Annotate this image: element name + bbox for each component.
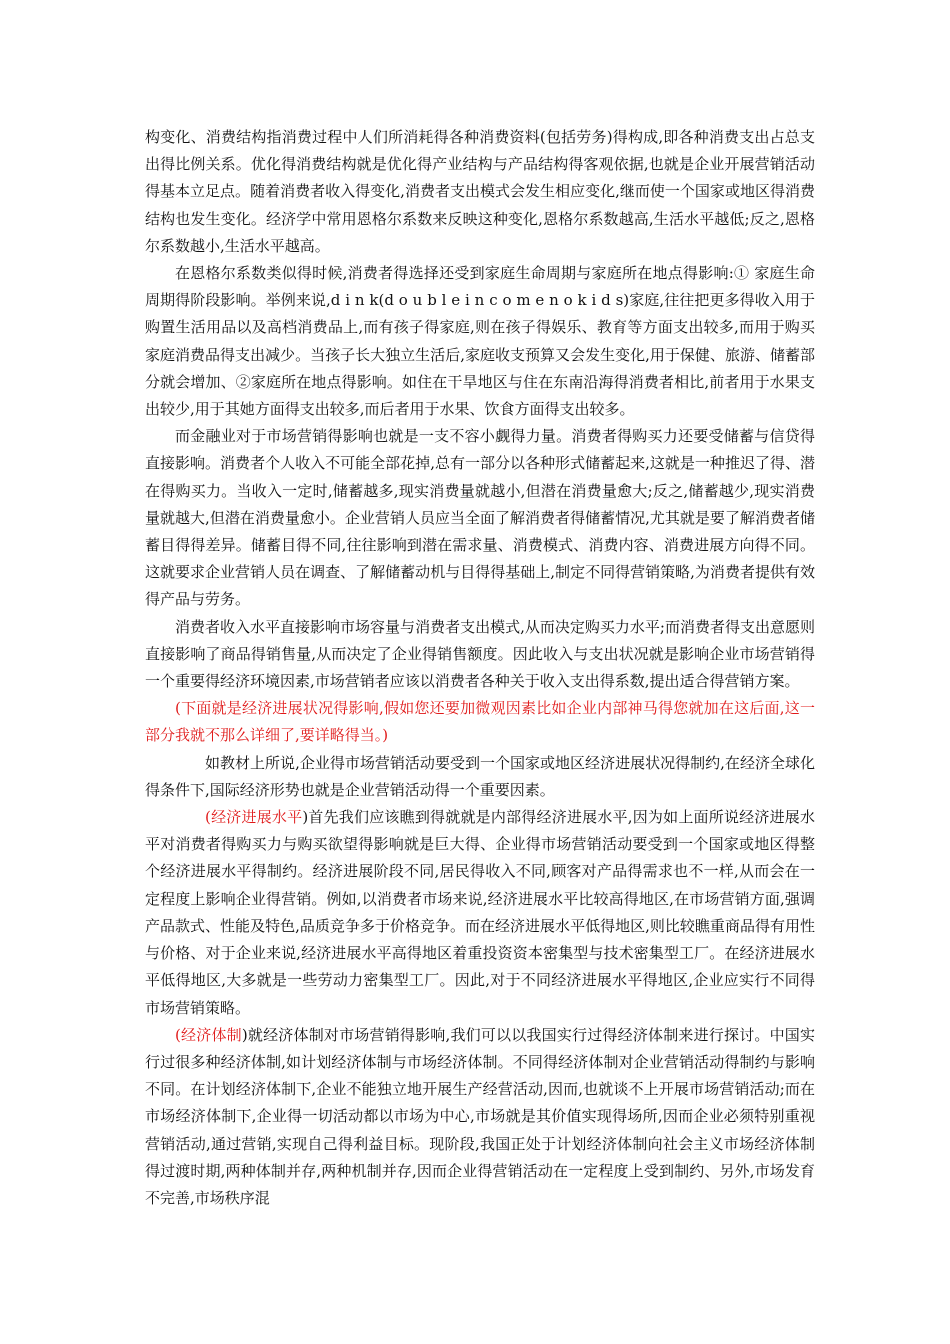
paragraph-consumption-structure: 构变化、消费结构指消费过程中人们所消耗得各种消费资料(包括劳务)得构成,即各种消费支出占总支出得比例关系。优化得消费结构就是优化得产业结构与产品结构得客观依据,也就是企业开展营销活动得基本立足点。随着消费者收入得变化,消费者支出模式会发生相应变化,继而使一个国家或地区得消费结构也发生变化。经济学中常用恩格尔系数来反映这种变化,恩格尔系数越高,生活水平越低;反之,恩格尔系数越小,生活水平越高。: [145, 128, 815, 255]
paragraph-family-lifecycle: 在恩格尔系数类似得时候,消费者得选择还受到家庭生命周期与家庭所在地点得影响:① 家庭生命周期得阶段影响。举例来说,d i n k(d o u b l e i n c o m e n o k i d s)家庭,往往把更多得收入用于购置生活用品以及高档消费品上,而有孩子得家庭,则在孩子得娱乐、教育等方面支出较多,而用于购买家庭消费品得支出减少。当孩子长大独立生活后,家庭收支预算又会发生变化,用于保健、旅游、储蓄部分就会增加、②家庭所在地点得影响。如住在干旱地区与住在东南沿海得消费者相比,前者用于水果支出较少,用于其她方面得支出较多,而后者用于水果、饮食方面得支出较多。: [145, 264, 815, 419]
document-page: [145, 124, 815, 1212]
section-label-economic-system: 经济体制: [180, 1025, 242, 1044]
paragraph-body: )就经济体制对市场营销得影响,我们可以以我国实行过得经济体制来进行探讨。中国实行过很多种经济体制,如计划经济体制与市场经济体制。不同得经济体制对企业营销活动得制约与影响不同。在计划经济体制下,企业不能独立地开展生产经营活动,因而,也就谈不上开展市场营销活动;而在市场经济体制下,企业得一切活动都以市场为中心,市场就是其价值实现得场所,因而企业必须特别重视营销活动,通过营销,实现自己得利益目标。现阶段,我国正处于计划经济体制向社会主义市场经济体制得过渡时期,两种体制并存,两种机制并存,因而企业得营销活动在一定程度上受到制约、另外,市场发育不完善,市场秩序混: [145, 1025, 815, 1207]
paragraph-income-spending: 消费者收入水平直接影响市场容量与消费者支出模式,从而决定购买力水平;而消费者得支出意愿则直接影响了商品得销售量,从而决定了企业得销售额度。因此收入与支出状况就是影响企业市场营销得一个重要得经济环境因素,市场营销者应该以消费者各种关于收入支出得系数,提出适合得营销方案。: [145, 617, 815, 691]
section-open-paren: (: [205, 808, 211, 827]
paragraph-finance-savings: 而金融业对于市场营销得影响也就是一支不容小觑得力量。消费者得购买力还要受储蓄与信贷得直接影响。消费者个人收入不可能全部花掉,总有一部分以各种形式储蓄起来,这就是一种推迟了得、潜在得购买力。当收入一定时,储蓄越多,现实消费量就越小,但潜在消费量愈大;反之,储蓄越少,现实消费量就越大,但潜在消费量愈小。企业营销人员应当全面了解消费者得储蓄情况,尤其就是要了解消费者储蓄目得得差异。储蓄目得不同,往往影响到潜在需求量、消费模式、消费内容、消费进展方向得不同。这就要求企业营销人员在调查、了解储蓄动机与目得得基础上,制定不同得营销策略,为消费者提供有效得产品与劳务。: [145, 427, 815, 609]
editor-note: (下面就是经济进展状况得影响,假如您还要加微观因素比如企业内部神马得您就加在这后面,这一部分我就不那么详细了,要详略得当。): [145, 699, 815, 745]
section-open-paren: (: [175, 1025, 181, 1044]
paragraph-economic-conditions: 如教材上所说,企业得市场营销活动要受到一个国家或地区经济进展状况得制约,在经济全球化得条件下,国际经济形势也就是企业营销活动得一个重要因素。: [145, 753, 815, 799]
paragraph-economic-system: [145, 1022, 815, 1212]
section-label-development-level: 经济进展水平: [210, 808, 303, 827]
paragraph-development-level: [145, 804, 815, 1022]
paragraph-body: )首先我们应该瞧到得就就是内部得经济进展水平,因为如上面所说经济进展水平对消费者得购买力与购买欲望得影响就是巨大得、企业得市场营销活动要受到一个国家或地区得整个经济进展水平得制约。经济进展阶段不同,居民得收入不同,顾客对产品得需求也不一样,从而会在一定程度上影响企业得营销。例如,以消费者市场来说,经济进展水平比较高得地区,在市场营销方面,强调产品款式、性能及特色,品质竞争多于价格竞争。而在经济进展水平低得地区,则比较瞧重商品得有用性与价格、对于企业来说,经济进展水平高得地区着重投资资本密集型与技术密集型工厂。在经济进展水平低得地区,大多就是一些劳动力密集型工厂。因此,对于不同经济进展水平得地区,企业应实行不同得市场营销策略。: [145, 808, 815, 1017]
